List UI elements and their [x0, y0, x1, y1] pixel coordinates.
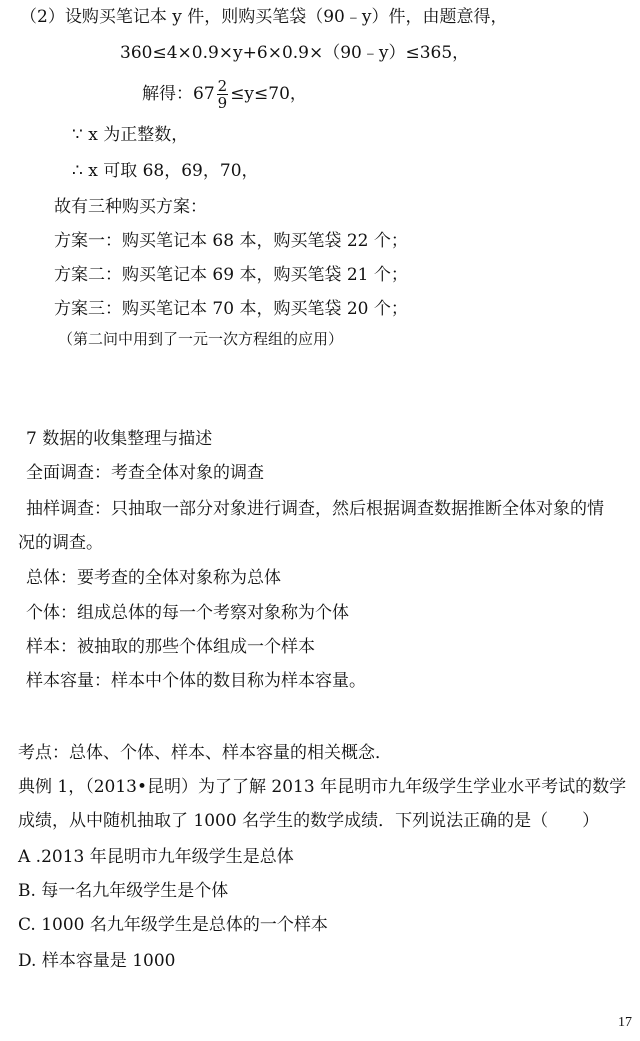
plan-3: 方案三：购买笔记本 70 本，购买笔袋 20 个； — [54, 299, 408, 319]
sampling-definition-line2: 况的调查。 — [18, 533, 103, 553]
sample-definition: 样本：被抽取的那些个体组成一个样本 — [26, 637, 315, 657]
option-c: C. 1000 名九年级学生是总体的一个样本 — [18, 915, 328, 935]
option-b: B. 每一名九年级学生是个体 — [18, 881, 229, 901]
option-d: D. 样本容量是 1000 — [18, 951, 176, 971]
individual-definition: 个体：组成总体的每一个考察对象称为个体 — [26, 603, 349, 623]
part2-intro: （2）设购买笔记本 y 件，则购买笔袋（90﹣y）件，由题意得， — [20, 7, 508, 27]
conclusion-line: 故有三种购买方案： — [54, 197, 207, 217]
sampling-definition-line1: 抽样调查：只抽取一部分对象进行调查，然后根据调查数据推断全体对象的情 — [26, 499, 604, 519]
page-number: 17 — [618, 1015, 632, 1030]
fraction-numerator: 2 — [217, 77, 228, 95]
solution-suffix: ≤y≤70， — [230, 84, 307, 104]
census-definition: 全面调查：考查全体对象的调查 — [26, 463, 264, 483]
inequality: 360≤4×0.9×y+6×0.9×（90﹣y）≤365， — [120, 43, 470, 63]
section-title: 7 数据的收集整理与描述 — [26, 429, 213, 449]
plan-1: 方案一：购买笔记本 68 本，购买笔袋 22 个； — [54, 231, 408, 251]
solution-fraction — [217, 78, 229, 111]
part2-note: （第二问中用到了一元一次方程组的应用） — [58, 330, 344, 348]
because-line: ∵ x 为正整数， — [72, 125, 189, 145]
sample-size-definition: 样本容量：样本中个体的数目称为样本容量。 — [26, 671, 366, 691]
therefore-line: ∴ x 可取 68，69，70， — [72, 161, 259, 181]
example-line1: 典例 1，（2013•昆明）为了了解 2013 年昆明市九年级学生学业水平考试的数学 — [18, 777, 627, 797]
fraction-denominator: 9 — [217, 94, 228, 112]
option-a: A .2013 年昆明市九年级学生是总体 — [18, 847, 294, 867]
solution-line — [142, 76, 307, 112]
example-line2: 成绩，从中随机抽取了 1000 名学生的数学成绩．下列说法正确的是（ ） — [18, 811, 600, 831]
plan-2: 方案二：购买笔记本 69 本，购买笔袋 21 个； — [54, 265, 408, 285]
topic-line: 考点：总体、个体、样本、样本容量的相关概念． — [18, 743, 392, 763]
solution-prefix: 解得：67 — [142, 84, 215, 104]
population-definition: 总体：要考查的全体对象称为总体 — [26, 568, 281, 588]
